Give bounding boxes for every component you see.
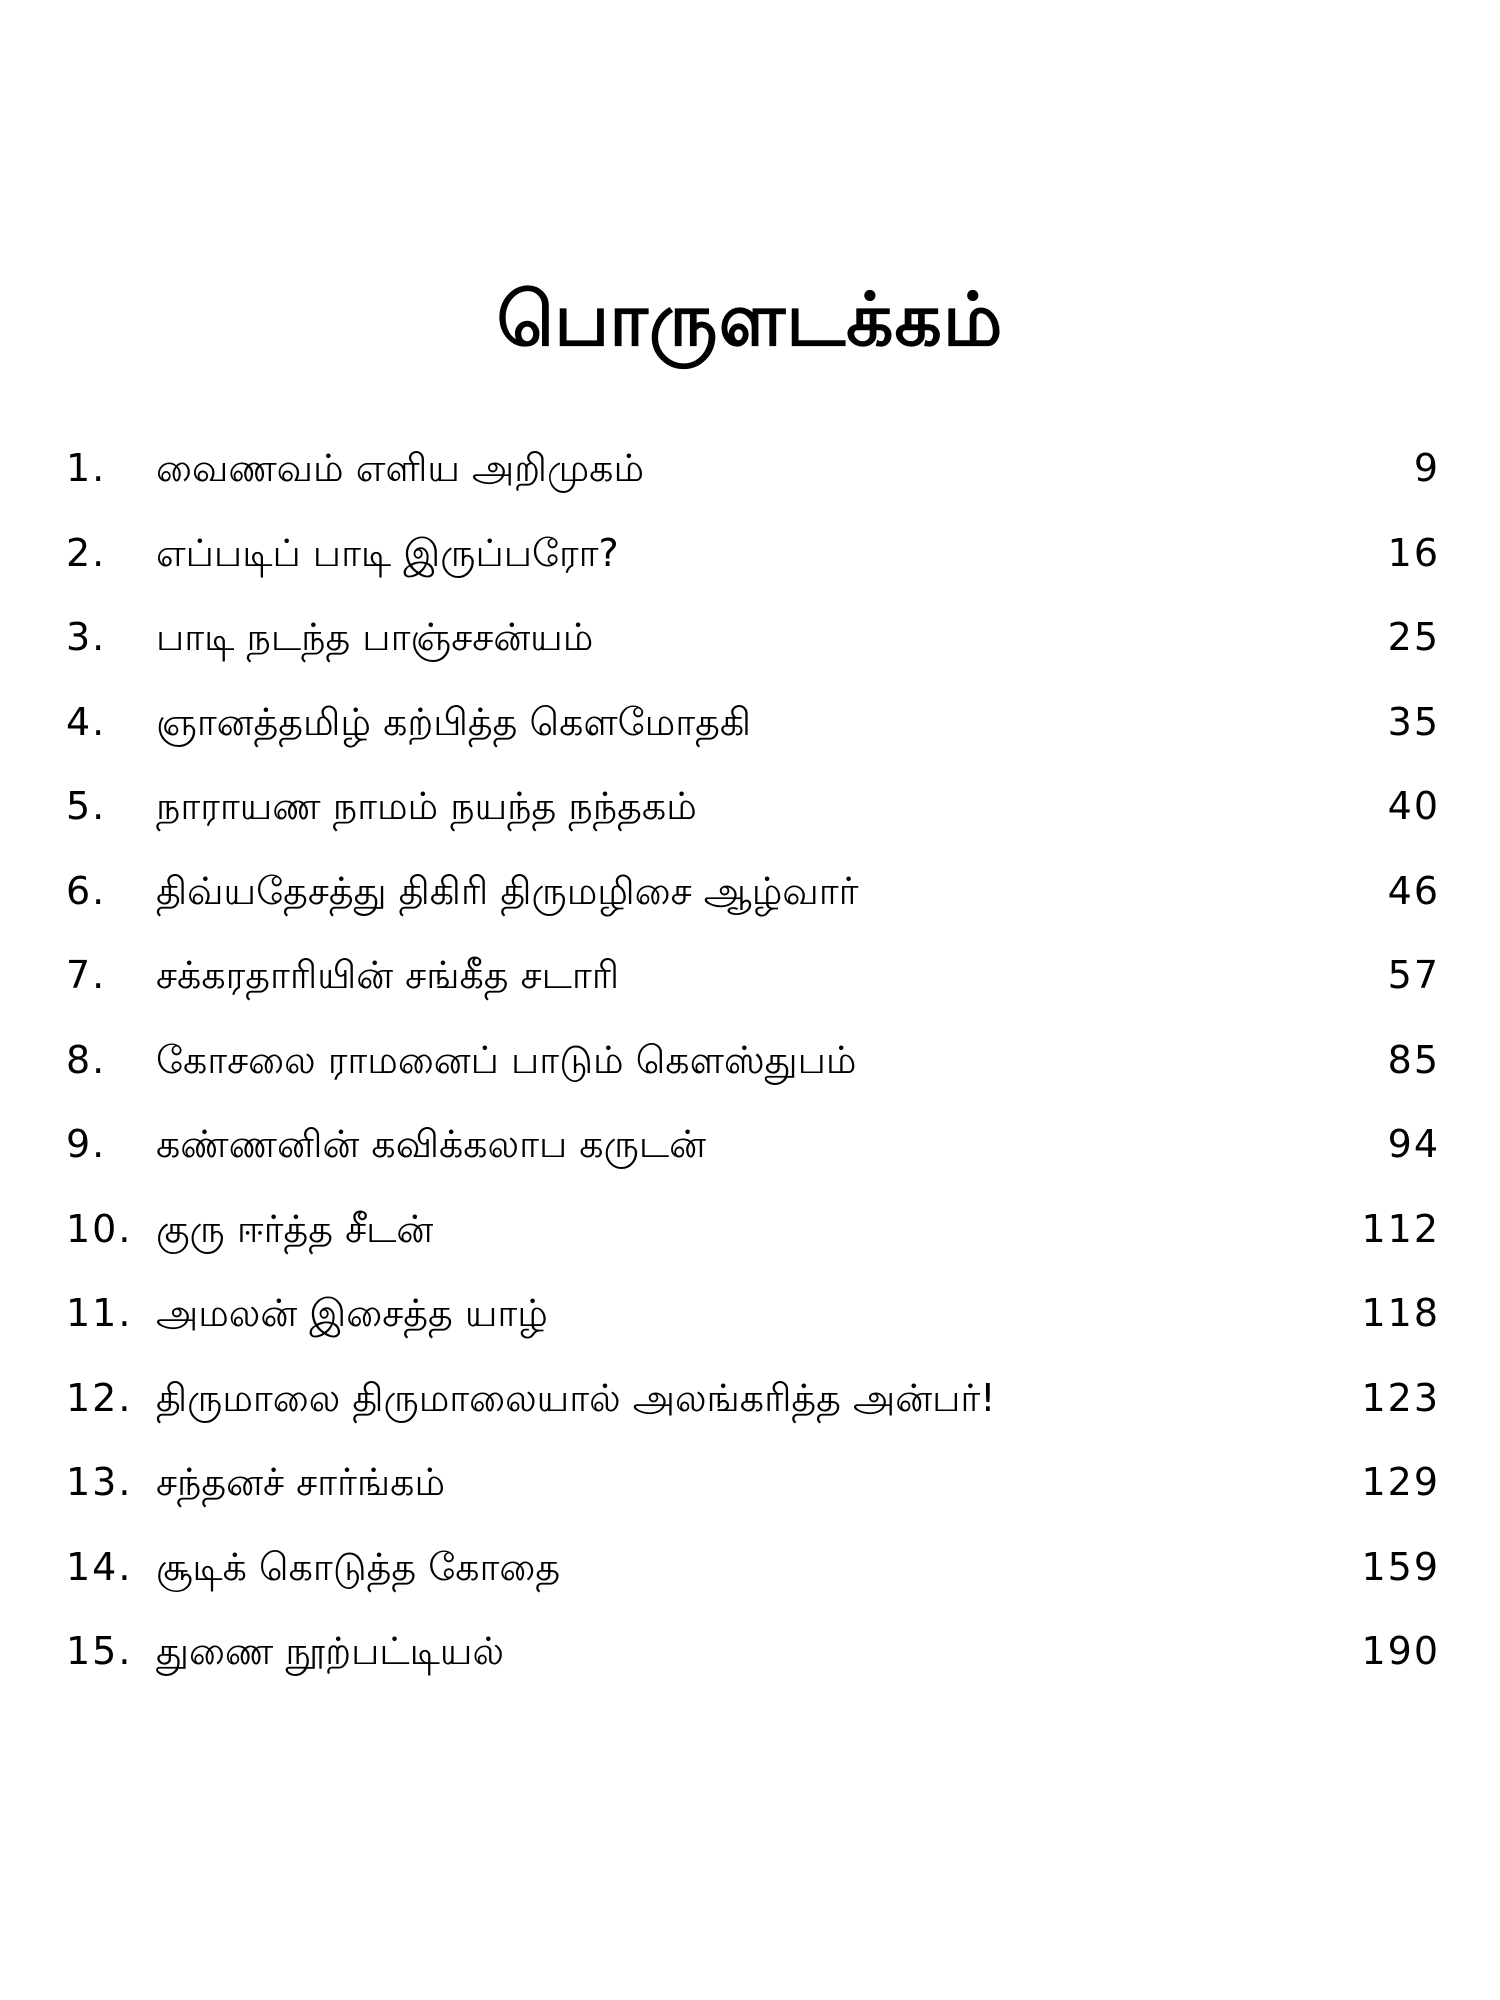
entry-number: 10. — [66, 1206, 133, 1251]
entry-page-number: 35 — [1387, 699, 1440, 744]
toc-entry — [66, 520, 1440, 605]
entry-number: 2. — [66, 530, 107, 575]
entry-title: நாராயண நாமம் நயந்த நந்தகம் — [156, 784, 697, 828]
entry-page-number: 129 — [1361, 1460, 1440, 1504]
entry-title: திவ்யதேசத்து திகிரி திருமழிசை ஆழ்வார் — [156, 868, 859, 913]
toc-entry — [66, 604, 1440, 689]
toc-entry — [66, 1449, 1440, 1534]
entry-page-number: 57 — [1387, 953, 1440, 997]
entry-title: கண்ணனின் கவிக்கலாப கருடன் — [156, 1122, 706, 1166]
toc-entry — [66, 1534, 1440, 1619]
toc-entry — [66, 435, 1440, 520]
entry-page-number: 25 — [1387, 615, 1440, 659]
entry-number: 1. — [66, 446, 107, 490]
entry-number: 11. — [66, 1291, 133, 1335]
toc-entry — [66, 1196, 1440, 1281]
toc-entry — [66, 1618, 1440, 1703]
toc-entry — [66, 1365, 1440, 1450]
toc-entry — [66, 1280, 1440, 1365]
entry-page-number: 190 — [1361, 1629, 1440, 1673]
entry-number: 14. — [66, 1544, 133, 1589]
entry-number: 15. — [66, 1629, 133, 1673]
entry-page-number: 85 — [1387, 1037, 1440, 1082]
page-title: பொருளடக்கம் — [496, 276, 1004, 363]
entry-page-number: 46 — [1387, 868, 1440, 913]
entry-page-number: 118 — [1361, 1291, 1440, 1335]
entry-title: ஞானத்தமிழ் கற்பித்த கௌமோதகி — [156, 699, 751, 744]
entry-number: 3. — [66, 615, 107, 659]
entry-page-number: 123 — [1361, 1375, 1440, 1420]
entry-title: சக்கரதாரியின் சங்கீத சடாரி — [156, 953, 620, 997]
entry-page-number: 112 — [1361, 1206, 1440, 1251]
entry-number: 4. — [66, 699, 107, 744]
toc-entry — [66, 1027, 1440, 1112]
entry-title: சந்தனச் சார்ங்கம் — [156, 1460, 446, 1504]
toc-entry — [66, 1111, 1440, 1196]
toc-entry — [66, 689, 1440, 774]
entry-number: 13. — [66, 1460, 133, 1504]
entry-page-number: 40 — [1387, 784, 1440, 828]
toc-entry — [66, 773, 1440, 858]
entry-title: சூடிக் கொடுத்த கோதை — [156, 1544, 561, 1589]
entry-number: 12. — [66, 1375, 133, 1420]
entry-page-number: 159 — [1361, 1544, 1440, 1589]
entry-title: எப்படிப் பாடி இருப்பரோ? — [156, 530, 619, 575]
entry-page-number: 9 — [1413, 446, 1440, 490]
entry-page-number: 94 — [1387, 1122, 1440, 1166]
entry-number: 8. — [66, 1037, 107, 1082]
entry-title: அமலன் இசைத்த யாழ் — [156, 1291, 548, 1335]
entry-page-number: 16 — [1387, 530, 1440, 575]
entry-title: குரு ஈர்த்த சீடன் — [156, 1206, 434, 1251]
entry-number: 9. — [66, 1122, 107, 1166]
entry-number: 5. — [66, 784, 107, 828]
toc-entry — [66, 942, 1440, 1027]
table-of-contents — [66, 435, 1440, 1703]
entry-title: வைணவம் எளிய அறிமுகம் — [156, 446, 645, 490]
entry-title: கோசலை ராமனைப் பாடும் கௌஸ்துபம் — [156, 1037, 857, 1082]
entry-title: பாடி நடந்த பாஞ்சசன்யம் — [156, 615, 594, 659]
entry-number: 6. — [66, 868, 107, 913]
entry-title: துணை நூற்பட்டியல் — [156, 1629, 504, 1673]
entry-title: திருமாலை திருமாலையால் அலங்கரித்த அன்பர்! — [156, 1375, 996, 1420]
toc-entry — [66, 858, 1440, 943]
entry-number: 7. — [66, 953, 107, 997]
